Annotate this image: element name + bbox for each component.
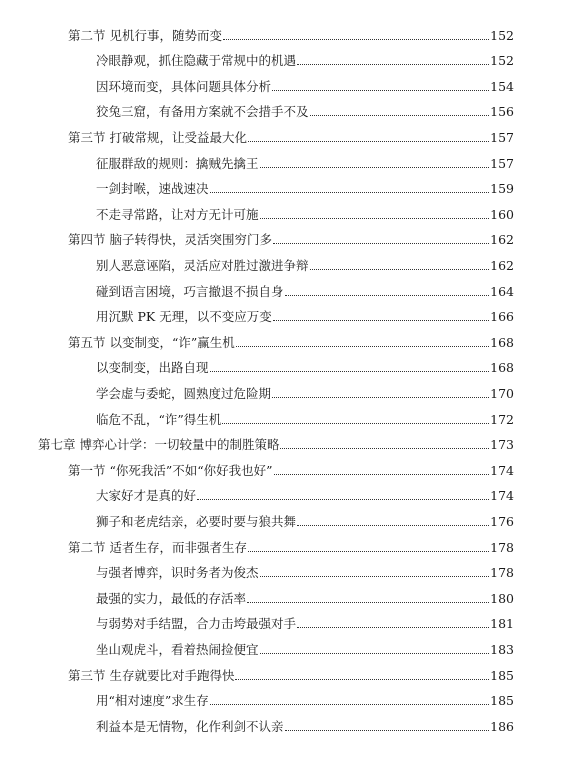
toc-entry-page: 157 — [490, 129, 514, 145]
toc-entry-page: 172 — [490, 411, 514, 427]
toc-entry-page: 178 — [490, 565, 514, 581]
toc-entry[interactable] — [96, 587, 514, 607]
toc-entry[interactable] — [96, 408, 514, 428]
toc-entry[interactable] — [96, 100, 514, 120]
toc-entry-title: 不走寻常路，让对方无计可施 — [96, 206, 259, 222]
toc-entry-page: 164 — [490, 283, 514, 299]
toc-entry[interactable] — [96, 612, 514, 632]
toc-entry-title: 最强的实力，最低的存活率 — [96, 590, 247, 606]
toc-entry-page: 174 — [490, 462, 514, 478]
toc-entry-page: 170 — [490, 385, 514, 401]
toc-entry-title: 冷眼静观，抓住隐藏于常规中的机遇 — [96, 53, 297, 69]
toc-entry-page: 152 — [490, 27, 514, 43]
toc-entry-page: 173 — [490, 437, 514, 453]
dot-leader — [222, 423, 489, 424]
toc-entry[interactable] — [68, 331, 514, 351]
toc-entry-title: 用“相对速度”求生存 — [96, 693, 209, 709]
toc-entry-title: 第四节 脑子转得快，灵活突围穷门多 — [68, 232, 272, 248]
toc-entry[interactable] — [68, 664, 514, 684]
dot-leader — [260, 653, 490, 654]
dot-leader — [223, 39, 489, 40]
toc-entry-title: 第五节 以变制变，“诈”赢生机 — [68, 334, 235, 350]
toc-entry-title: 一剑封喉，速战速决 — [96, 181, 209, 197]
toc-entry-page: 154 — [490, 78, 514, 94]
toc-entry[interactable] — [68, 536, 514, 556]
toc-entry-page: 162 — [490, 232, 514, 248]
toc-entry[interactable] — [96, 254, 514, 274]
toc-entry[interactable] — [96, 280, 514, 300]
toc-entry-title: 第二节 见机行事，随势而变 — [68, 27, 222, 43]
dot-leader — [273, 320, 489, 321]
dot-leader — [235, 679, 489, 680]
toc-entry-title: 利益本是无情物，化作利剑不认亲 — [96, 718, 284, 734]
dot-leader — [197, 499, 489, 500]
toc-entry[interactable] — [96, 484, 514, 504]
toc-entry-page: 160 — [490, 206, 514, 222]
toc-entry-title: 以变制变，出路自现 — [96, 360, 209, 376]
toc-entry-title: 别人恶意诬陷，灵活应对胜过激进争辩 — [96, 257, 309, 273]
toc-entry-title: 征服群敌的规则：擒贼先擒王 — [96, 155, 259, 171]
dot-leader — [260, 167, 490, 168]
toc-entry[interactable] — [38, 433, 514, 453]
toc-entry-title: 第一节 “你死我活”不如“你好我也好” — [68, 462, 273, 478]
toc-entry[interactable] — [68, 126, 514, 146]
toc-entry[interactable] — [96, 561, 514, 581]
dot-leader — [210, 704, 489, 705]
dot-leader — [210, 371, 490, 372]
toc-entry-page: 180 — [490, 590, 514, 606]
toc-entry[interactable] — [68, 228, 514, 248]
dot-leader — [248, 551, 489, 552]
toc-entry-title: 第七章 博弈心计学：一切较量中的制胜策略 — [38, 437, 280, 453]
dot-leader — [285, 295, 490, 296]
toc-entry-title: 碰到语言困境，巧言撤退不损自身 — [96, 283, 284, 299]
toc-entry[interactable] — [68, 459, 514, 479]
toc-entry[interactable] — [96, 689, 514, 709]
dot-leader — [247, 602, 489, 603]
dot-leader — [210, 192, 490, 193]
toc-entry-page: 166 — [490, 309, 514, 325]
dot-leader — [248, 141, 489, 142]
toc-entry-title: 用沉默 PK 无理，以不变应万变 — [96, 309, 272, 325]
toc-entry[interactable] — [68, 24, 514, 44]
toc-entry[interactable] — [96, 356, 514, 376]
toc-entry-title: 狡兔三窟，有备用方案就不会措手不及 — [96, 104, 309, 120]
toc-entry-page: 186 — [490, 718, 514, 734]
toc-entry[interactable] — [96, 510, 514, 530]
dot-leader — [310, 269, 490, 270]
toc-entry-page: 152 — [490, 53, 514, 69]
dot-leader — [274, 474, 490, 475]
toc-entry-title: 第二节 适者生存，而非强者生存 — [68, 539, 247, 555]
toc-entry-page: 185 — [490, 693, 514, 709]
toc-entry-page: 159 — [490, 181, 514, 197]
toc-entry[interactable] — [96, 638, 514, 658]
dot-leader — [260, 576, 490, 577]
toc-entry-title: 第三节 打破常规，让受益最大化 — [68, 129, 247, 145]
dot-leader — [297, 627, 489, 628]
toc-entry[interactable] — [96, 382, 514, 402]
toc-entry-page: 162 — [490, 257, 514, 273]
dot-leader — [280, 448, 489, 449]
toc-entry-title: 坐山观虎斗，看着热闹捡便宜 — [96, 641, 259, 657]
toc-entry-page: 157 — [490, 155, 514, 171]
toc-entry[interactable] — [96, 715, 514, 735]
dot-leader — [310, 115, 490, 116]
toc-entry-page: 168 — [490, 360, 514, 376]
toc-entry-page: 168 — [490, 334, 514, 350]
dot-leader — [297, 64, 489, 65]
dot-leader — [285, 730, 490, 731]
dot-leader — [297, 525, 489, 526]
toc-entry-title: 与弱势对手结盟，合力击垮最强对手 — [96, 616, 297, 632]
toc-entry-page: 178 — [490, 539, 514, 555]
toc-entry[interactable] — [96, 152, 514, 172]
toc-entry-page: 185 — [490, 667, 514, 683]
toc-entry-title: 大家好才是真的好 — [96, 488, 197, 504]
toc-entry[interactable] — [96, 177, 514, 197]
dot-leader — [273, 243, 489, 244]
toc-entry-title: 因环境而变，具体问题具体分析 — [96, 78, 272, 94]
toc-entry[interactable] — [96, 75, 514, 95]
toc-entry[interactable] — [96, 203, 514, 223]
toc-entry-page: 181 — [490, 616, 514, 632]
toc-entry-page: 174 — [490, 488, 514, 504]
toc-entry-page: 156 — [490, 104, 514, 120]
dot-leader — [236, 346, 489, 347]
toc-entry-page: 176 — [490, 513, 514, 529]
toc-entry-title: 与强者博弈，识时务者为俊杰 — [96, 565, 259, 581]
dot-leader — [260, 218, 490, 219]
dot-leader — [272, 397, 489, 398]
toc-entry-page: 183 — [490, 641, 514, 657]
toc-entry-title: 学会虚与委蛇，圆熟度过危险期 — [96, 385, 272, 401]
toc-entry-title: 狮子和老虎结亲，必要时要与狼共舞 — [96, 513, 297, 529]
toc-entry-title: 第三节 生存就要比对手跑得快 — [68, 667, 235, 683]
toc-entry-title: 临危不乱，“诈”得生机 — [96, 411, 222, 427]
toc-entry[interactable] — [96, 305, 514, 325]
dot-leader — [272, 90, 489, 91]
toc-entry[interactable] — [96, 49, 514, 69]
